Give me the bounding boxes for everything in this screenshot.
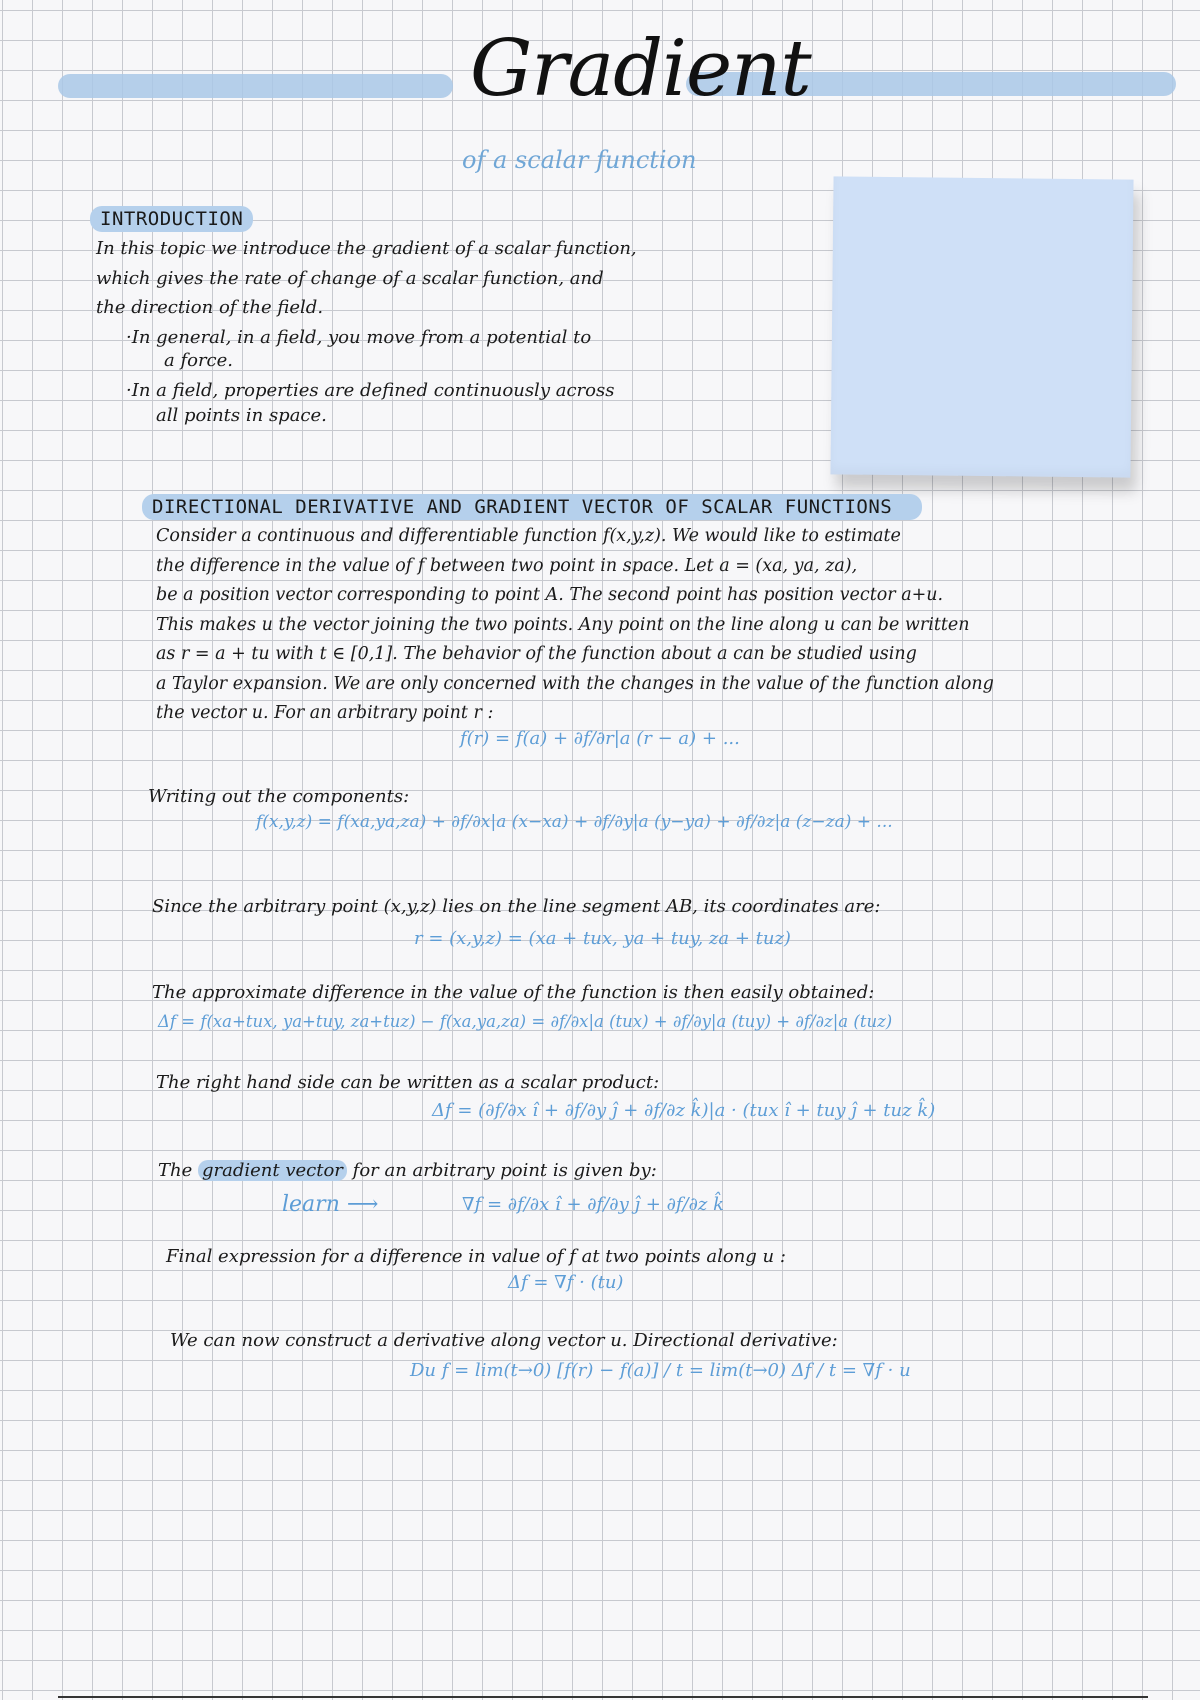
intro-bullet-1: ·In general, in a field, you move from a potential to — [126, 326, 592, 348]
introduction-text — [96, 234, 756, 431]
header-highlight-left — [58, 74, 453, 98]
introduction-heading: INTRODUCTION — [90, 206, 253, 232]
intro-bullet-1-cont: a force. — [164, 350, 234, 371]
gradient-vector-label — [158, 1156, 657, 1186]
paragraph-line: be a position vector corresponding to point A. The second point has position vector a+u. — [156, 585, 944, 605]
equation-final: Δf = ∇f · (tu) — [508, 1272, 624, 1293]
paragraph-line: the vector u. For an arbitrary point r : — [156, 703, 494, 723]
intro-line: which gives the rate of change of a scalar function, and — [96, 267, 604, 289]
equation-taylor: f(r) = f(a) + ∂f/∂r|a (r − a) + ... — [460, 728, 740, 749]
rhs-label: The right hand side can be written as a scalar product: — [156, 1072, 660, 1093]
equation-directional-derivative: Du f = lim(t→0) [f(r) − f(a)] / t = lim(t→0) Δf / t = ∇f · u — [410, 1360, 911, 1381]
paragraph-line: as r = a + tu with t ∈ [0,1]. The behavior of the function about a can be studied using — [156, 644, 917, 664]
final-expression-label: Final expression for a difference in value of f at two points along u : — [166, 1246, 786, 1267]
paragraph-line: a Taylor expansion. We are only concerned with the changes in the value of the function along — [156, 673, 994, 694]
intro-line: the direction of the field. — [96, 297, 324, 318]
approx-label: The approximate difference in the value of the function is then easily obtained: — [152, 982, 875, 1003]
intro-bullet-2: ·In a field, properties are defined continuously across — [126, 379, 615, 401]
sticky-note — [830, 176, 1133, 477]
gradient-vector-highlight: gradient vector — [198, 1160, 347, 1181]
directional-paragraph — [156, 522, 1146, 729]
bottom-rule — [58, 1696, 1148, 1698]
intro-bullet-2-cont: all points in space. — [156, 405, 327, 426]
gradient-post: for an arbitrary point is given by: — [352, 1160, 657, 1181]
components-label: Writing out the components: — [148, 786, 410, 807]
directional-derivative-heading: DIRECTIONAL DERIVATIVE AND GRADIENT VECTOR OF SCALAR FUNCTIONS — [142, 494, 922, 520]
learn-note: learn ⟶ — [282, 1192, 379, 1217]
gradient-pre: The — [158, 1160, 193, 1181]
page-title: Gradient — [470, 24, 811, 114]
intro-line: In this topic we introduce the gradient of a scalar function, — [96, 238, 637, 259]
equation-components: f(x,y,z) = f(xa,ya,za) + ∂f/∂x|a (x−xa) + ∂f/∂y|a (y−ya) + ∂f/∂z|a (z−za) + ... — [256, 812, 893, 832]
equation-coordinates: r = (x,y,z) = (xa + tux, ya + tuy, za + tuz) — [414, 928, 791, 949]
equation-gradient: ∇f = ∂f/∂x î + ∂f/∂y ĵ + ∂f/∂z k̂ — [462, 1194, 725, 1215]
paragraph-line: Consider a continuous and differentiable function f(x,y,z). We would like to estimate — [156, 526, 901, 546]
construct-label: We can now construct a derivative along vector u. Directional derivative: — [170, 1330, 838, 1351]
equation-difference: Δf = f(xa+tux, ya+tuy, za+tuz) − f(xa,ya,za) = ∂f/∂x|a (tux) + ∂f/∂y|a (tuy) + ∂f/∂z|a (tuz) — [158, 1012, 893, 1031]
equation-scalar-product: Δf = (∂f/∂x î + ∂f/∂y ĵ + ∂f/∂z k̂)|a · (tux î + tuy ĵ + tuz k̂) — [432, 1100, 936, 1121]
since-label: Since the arbitrary point (x,y,z) lies on the line segment AB, its coordinates are: — [152, 896, 881, 917]
paragraph-line: This makes u the vector joining the two points. Any point on the line along u can be written — [156, 614, 970, 635]
page-subtitle: of a scalar function — [462, 146, 697, 174]
paragraph-line: the difference in the value of f between two point in space. Let a = (xa, ya, za), — [156, 555, 858, 576]
